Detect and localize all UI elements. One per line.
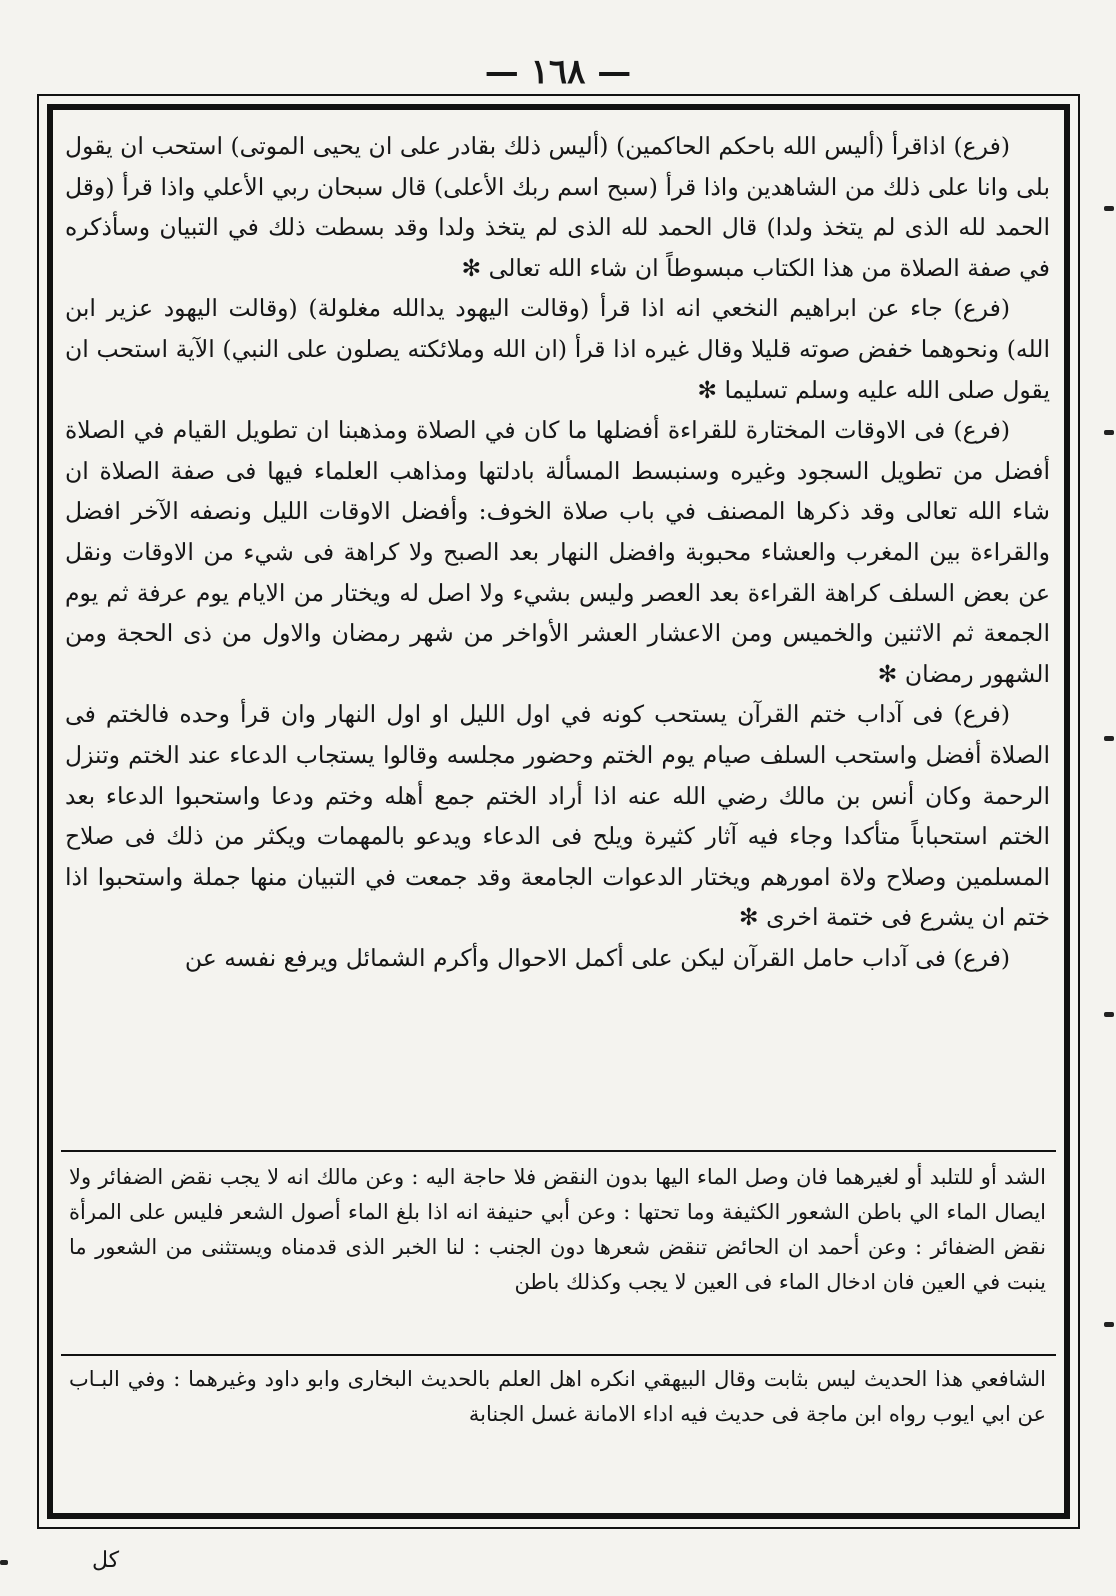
page-frame — [37, 94, 1080, 1529]
margin-mark — [1104, 430, 1114, 435]
main-text — [65, 126, 1050, 978]
paragraph: (فرع) جاء عن ابراهيم النخعي انه اذا قرأ (وقالت اليهود يدالله مغلولة) (وقالت اليهود عزير ابن الله) ونحوهما خفض صوته قليلا وقال غيره اذا قرأ (ان الله وملائكته يصلون على النبي) الآية استحب ان يقول صلى الله عليه وسلم تسليما ✻ — [65, 294, 1050, 404]
margin-mark — [0, 1560, 8, 1565]
catchword: كل — [92, 1548, 120, 1573]
footnote-divider-2 — [61, 1354, 1056, 1356]
paragraph: (فرع) فى الاوقات المختارة للقراءة أفضلها ما كان في الصلاة ومذهبنا ان تطويل القيام في الصلاة أفضل من تطويل السجود وغيره وسنبسط المسألة بادلتها ومذاهب العلماء فيها فى صفة الصلاة ان شاء الله تعالى وقد ذكرها المصنف في باب صلاة الخوف: وأفضل الاوقات الليل ونصفه الآخر افضل والقراءة بين المغرب والعشاء محبوبة وافضل النهار بعد الصبح ولا كراهة فى شيء من الاوقات ونقل عن بعض السلف كراهة القراءة بعد العصر وليس بشيء ولا اصل له ويختار من الايام يوم عرفة ثم يوم الجمعة ثم الاثنين والخميس ومن الاعشار العشر الأواخر من شهر رمضان والاول من ذى الحجة ومن الشهور رمضان ✻ — [65, 416, 1050, 688]
paragraph: (فرع) فى آداب حامل القرآن ليكن على أكمل الاحوال وأكرم الشمائل ويرفع نفسه عن — [184, 943, 1010, 972]
paragraph: (فرع) اذاقرأ (أليس الله باحكم الحاكمين) (أليس ذلك بقادر على ان يحيى الموتى) استحب ان يقول بلى وانا على ذلك من الشاهدين واذا قرأ (سبح اسم ربك الأعلى) قال سبحان ربي الأعلي واذا قرأ (وقل الحمد لله الذى لم يتخذ ولدا) قال الحمد لله الذى لم يتخذ ولدا وقد بسطت ذلك في التبيان وسأذكره في صفة الصلاة من هذا الكتاب مبسوطاً ان شاء الله تعالى ✻ — [65, 132, 1050, 282]
footnote-divider — [61, 1150, 1056, 1152]
page-frame-inner — [47, 104, 1070, 1519]
margin-mark — [1104, 206, 1114, 211]
footnote-hadith — [69, 1362, 1046, 1432]
margin-mark — [1104, 1012, 1114, 1017]
margin-mark — [1104, 1322, 1114, 1327]
footnote-text: الشد أو للتلبد أو لغيرهما فان وصل الماء اليها بدون النقض فلا حاجة اليه : وعن مالك انه لا يجب نقض الضفائر ولا ايصال الماء الي باطن الشعور الكثيفة وما تحتها : وعن أبي حنيفة انه اذا بلغ الماء أصول الشعر فليس على المرأة نقض الضفائر : وعن أحمد ان الحائض تنقض شعرها دون الجنب : لنا الخبر الذى قدمناه ويستثنى من الشعور ما ينبت في العين فان ادخال الماء فى العين لا يجب وكذلك باطن — [69, 1165, 1046, 1294]
footnote-commentary — [69, 1160, 1046, 1300]
margin-mark — [1104, 736, 1114, 741]
footnote-text: الشافعي هذا الحديث ليس بثابت وقال البيهقي انكره اهل العلم بالحديث البخارى وابو داود وغيرهما : وفي البـاب عن ابي ايوب رواه ابن ماجة فى حديث فيه اداء الامانة غسل الجنابة — [69, 1367, 1046, 1426]
paragraph: (فرع) فى آداب ختم القرآن يستحب كونه في اول الليل او اول النهار وان قرأ وحده فالختم فى الصلاة أفضل واستحب السلف صيام يوم الختم وحضور مجلسه وقالوا يستجاب الدعاء عند الختم وتنزل الرحمة وكان أنس بن مالك رضي الله عنه اذا أراد الختم جمع أهله وختم ودعا واستحبوا الدعاء بعد الختم استحباباً متأكدا وجاء فيه آثار كثيرة ويلح فى الدعاء ويدعو بالمهمات ويكثر من ذلك فى صلاح المسلمين وصلاح ولاة امورهم ويختار الدعوات الجامعة وقد جمعت في التبيان منها جملة واستحبوا اذا ختم ان يشرع فى ختمة اخرى ✻ — [65, 700, 1050, 932]
page-number: — ١٦٨ — — [484, 52, 632, 92]
